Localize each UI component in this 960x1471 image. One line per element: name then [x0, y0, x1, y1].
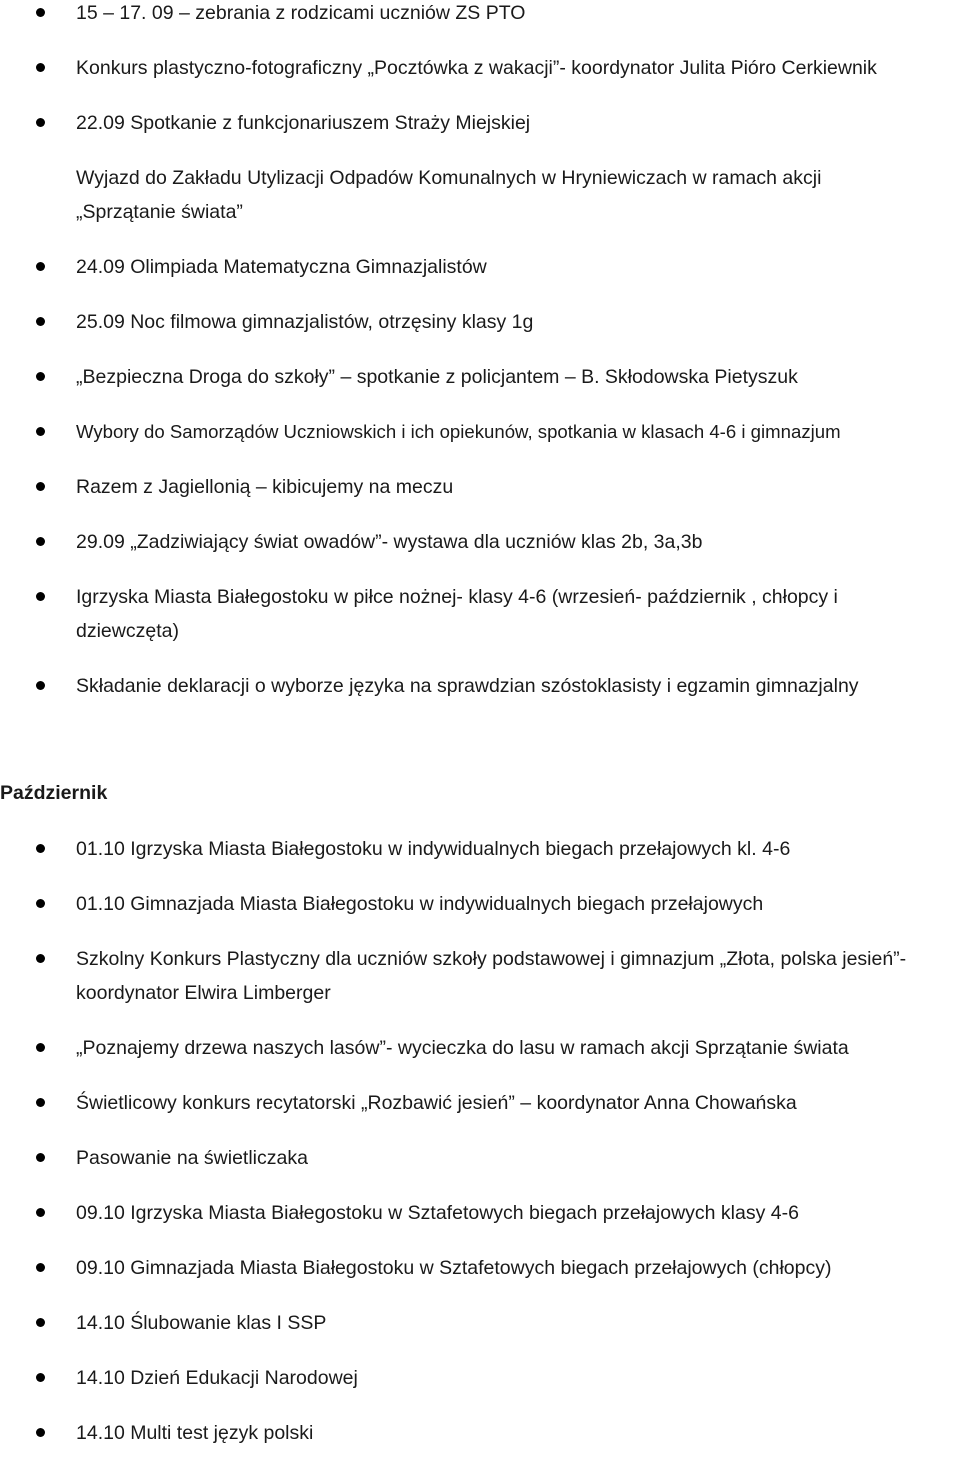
- september-event-list: [0, 0, 960, 724]
- list-item-text: Składanie deklaracji o wyborze języka na sprawdzian szóstoklasisty i egzamin gimnazjalny: [76, 675, 859, 697]
- list-item: [0, 669, 960, 703]
- list-item: [0, 250, 960, 284]
- list-item: [0, 1251, 960, 1285]
- list-item: [0, 1141, 960, 1175]
- list-item: [0, 360, 960, 394]
- list-item: [0, 942, 960, 1010]
- list-item: [0, 580, 960, 648]
- list-item: [0, 887, 960, 921]
- bullet-icon: [36, 1263, 45, 1272]
- list-item-text: 14.10 Multi test język polski: [76, 1422, 314, 1444]
- list-item: [0, 1306, 960, 1340]
- bullet-icon: [36, 1153, 45, 1162]
- bullet-icon: [36, 63, 45, 72]
- list-item-text: Igrzyska Miasta Białegostoku w piłce nożnej- klasy 4-6 (wrzesień- październik , chłopcy i dziewczęta): [76, 586, 838, 642]
- bullet-icon: [36, 899, 45, 908]
- bullet-icon: [36, 592, 45, 601]
- list-item: [0, 305, 960, 339]
- bullet-icon: [36, 1208, 45, 1217]
- bullet-icon: [36, 427, 45, 436]
- bullet-icon: [36, 8, 45, 17]
- list-item-text: Świetlicowy konkurs recytatorski „Rozbawić jesień” – koordynator Anna Chowańska: [76, 1092, 797, 1114]
- bullet-icon: [36, 482, 45, 491]
- list-item-text: 24.09 Olimpiada Matematyczna Gimnazjalistów: [76, 256, 487, 278]
- october-event-list: [0, 832, 960, 1471]
- bullet-icon: [36, 1098, 45, 1107]
- list-item-text: „Poznajemy drzewa naszych lasów”- wycieczka do lasu w ramach akcji Sprzątanie świata: [76, 1037, 849, 1059]
- list-item: [0, 415, 960, 449]
- list-item: [0, 161, 960, 229]
- bullet-icon: [36, 681, 45, 690]
- list-item-text: 15 – 17. 09 – zebrania z rodzicami uczniów ZS PTO: [76, 2, 526, 24]
- bullet-icon: [36, 1043, 45, 1052]
- list-item: [0, 1031, 960, 1065]
- bullet-icon: [36, 317, 45, 326]
- list-item-text: 01.10 Igrzyska Miasta Białegostoku w indywidualnych biegach przełajowych kl. 4-6: [76, 838, 791, 860]
- list-item: [0, 1361, 960, 1395]
- list-item-text: Razem z Jagiellonią – kibicujemy na meczu: [76, 476, 454, 498]
- list-item: [0, 0, 960, 30]
- bullet-icon: [36, 1373, 45, 1382]
- list-item: [0, 470, 960, 504]
- list-item-text: 09.10 Gimnazjada Miasta Białegostoku w Sztafetowych biegach przełajowych (chłopcy): [76, 1257, 832, 1279]
- bullet-icon: [36, 1318, 45, 1327]
- bullet-icon: [36, 844, 45, 853]
- list-item-text: Szkolny Konkurs Plastyczny dla uczniów szkoły podstawowej i gimnazjum „Złota, polska jesień”- koordynator Elwira Limberger: [76, 948, 907, 1004]
- list-item-text: 22.09 Spotkanie z funkcjonariuszem Straży Miejskiej: [76, 112, 531, 134]
- bullet-icon: [36, 372, 45, 381]
- list-item: [0, 51, 960, 85]
- list-item-text: 14.10 Ślubowanie klas I SSP: [76, 1312, 327, 1334]
- list-item-text: 09.10 Igrzyska Miasta Białegostoku w Sztafetowych biegach przełajowych klasy 4-6: [76, 1202, 799, 1224]
- list-item-text: 25.09 Noc filmowa gimnazjalistów, otrzęsiny klasy 1g: [76, 311, 534, 333]
- list-item: [0, 525, 960, 559]
- list-item: [0, 1416, 960, 1450]
- bullet-icon: [36, 262, 45, 271]
- list-item: [0, 832, 960, 866]
- bullet-icon: [36, 1428, 45, 1437]
- bullet-icon: [36, 118, 45, 127]
- list-item: [0, 1086, 960, 1120]
- list-item-text: „Bezpieczna Droga do szkoły” – spotkanie z policjantem – B. Skłodowska Pietyszuk: [76, 366, 798, 388]
- section-heading-october: Październik: [0, 782, 108, 804]
- bullet-icon: [36, 537, 45, 546]
- list-item-text: 01.10 Gimnazjada Miasta Białegostoku w indywidualnych biegach przełajowych: [76, 893, 764, 915]
- list-item: [0, 1196, 960, 1230]
- list-item: [0, 106, 960, 140]
- list-item-text: Wybory do Samorządów Uczniowskich i ich opiekunów, spotkania w klasach 4-6 i gimnazjum: [76, 421, 841, 442]
- list-item-text: Wyjazd do Zakładu Utylizacji Odpadów Komunalnych w Hryniewiczach w ramach akcji „Sprzątanie świata”: [76, 167, 822, 223]
- list-item-text: Pasowanie na świetliczaka: [76, 1147, 308, 1169]
- list-item-text: 29.09 „Zadziwiający świat owadów”- wystawa dla uczniów klas 2b, 3a,3b: [76, 531, 703, 553]
- bullet-icon: [36, 954, 45, 963]
- list-item-text: Konkurs plastyczno-fotograficzny „Pocztówka z wakacji”- koordynator Julita Pióro Cerkiewnik: [76, 57, 877, 79]
- list-item-text: 14.10 Dzień Edukacji Narodowej: [76, 1367, 358, 1389]
